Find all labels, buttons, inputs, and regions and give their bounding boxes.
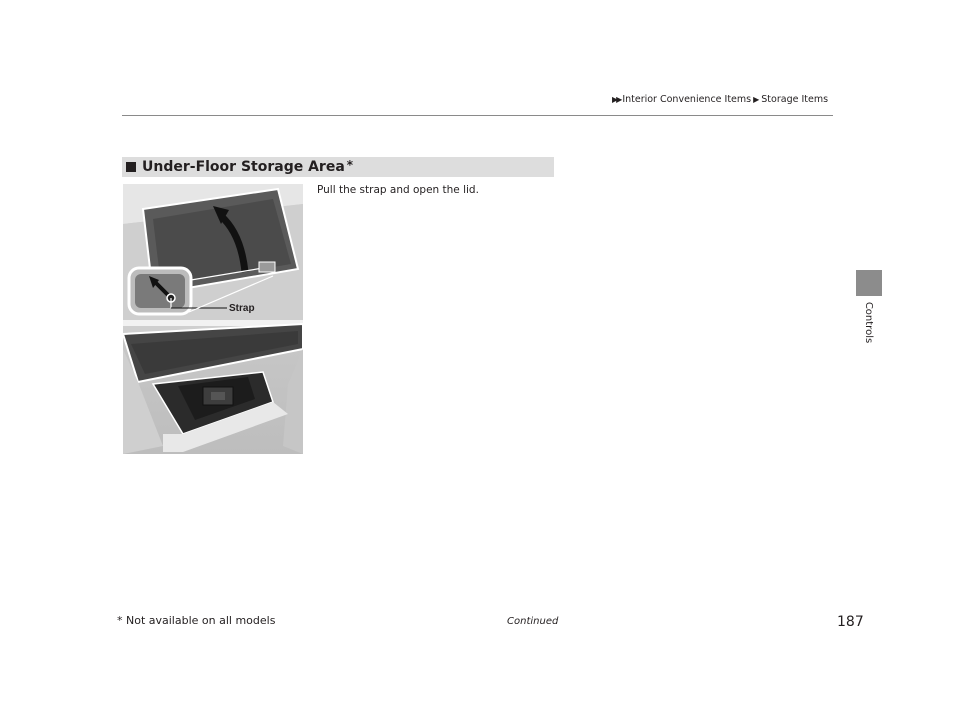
breadcrumb	[612, 94, 828, 105]
trunk-drawing-icon	[123, 184, 303, 454]
breadcrumb-item-storage[interactable]: Storage Items	[761, 94, 829, 105]
section-header	[122, 157, 554, 177]
arrow-icon: ▶	[753, 95, 760, 104]
trunk-illustration	[123, 184, 303, 454]
section-bullet-icon	[126, 162, 136, 172]
header-divider	[122, 115, 833, 116]
breadcrumb-item-interior-convenience[interactable]: Interior Convenience Items	[622, 94, 752, 105]
side-tab-label	[856, 292, 882, 352]
page-number: 187	[837, 614, 864, 630]
section-title: Under-Floor Storage Area	[142, 159, 345, 175]
strap-label: Strap	[229, 303, 255, 314]
footnote: * Not available on all models	[117, 614, 276, 627]
side-tab-text: Controls	[863, 301, 875, 343]
continued-label: Continued	[507, 616, 559, 627]
section-asterisk[interactable]: *	[346, 158, 354, 172]
instruction-text: Pull the strap and open the lid.	[317, 184, 479, 196]
double-arrow-icon: ▶▶	[612, 95, 621, 104]
